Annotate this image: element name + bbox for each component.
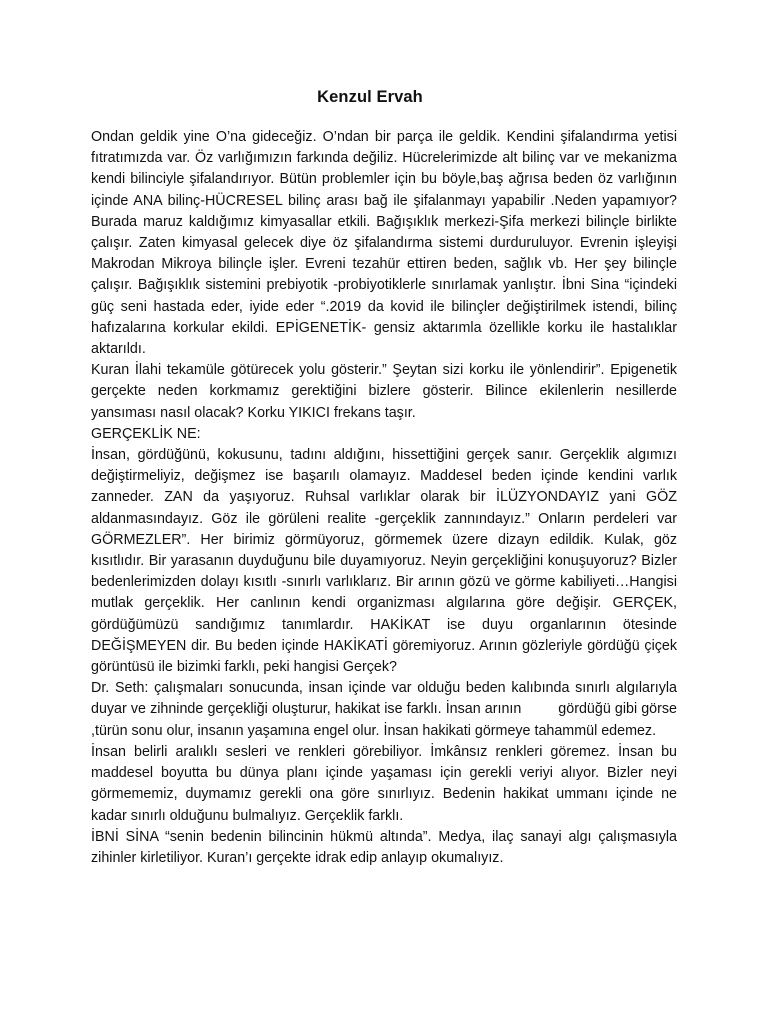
section-heading-gerceklik: GERÇEKLİK NE: [91,425,201,442]
paragraph-algi: İnsan belirli aralıklı sesleri ve renkleri görebiliyor. İmkânsız renkleri göremez. İnsan bu maddesel boyutta bu dünya planı içinde yaşaması için gerekli veriyi alıyor. Bizler neyi görmememiz, duymamız gerekli ona göre sınırlıyız. Bedenin hakikat ummanı içinde ne kadar sınırlı olduğunu bulmalıyız. Gerçeklik farklı. [91,743,677,824]
document-body [91,127,681,869]
paragraph-dr-seth: Dr. Seth: çalışmaları sonucunda, insan içinde var olduğu beden kalıbında sınırlı algılarıyla duyar ve zihninde gerçekliği oluşturur, hakikat ise farklı. İnsan arının gördüğü gibi görse ,türün sonu olur, insanın yaşamına engel olur. İnsan hakikati görmeye tahammül edemez. [91,680,681,739]
document-title: Kenzul Ervah [317,88,423,106]
paragraph-gerceklik: İnsan, gördüğünü, kokusunu, tadını aldığını, hissettiğini gerçek sanır. Gerçeklik algımızı değiştirmeliyiz, değişmez ise başarılı olamayız. Maddesel beden içinde kendini varlık zanneder. ZAN da yaşıyoruz. Ruhsal varlıklar olarak bir İLÜZYONDAYIZ yani GÖZ aldanmasındayız. Göz ile görüleni realite -gerçeklik zannındayız.” Onların perdeleri var GÖRMEZLER”. Her birimiz görmüyoruz, görmemek üzere dizayn edildik. Kulak, göz kısıtlıdır. Bir yarasanın duyduğunu bile duyamıyoruz. Neyin gerçekliğini konuşuyoruz? Bizler bedenlerimizden dolayı kısıtlı -sınırlı varlıklarız. Bir arının gözü ve görme kabiliyeti…Hangisi mutlak gerçeklik. Her canlının kendi organizması algılarına göre değişir. GERÇEK, gördüğümüzü sandığımız tanımlardır. HAKİKAT ise duyu organlarının ötesinde DEĞİŞMEYEN dir. Bu beden içinde HAKİKATİ göremiyoruz. Arının gözleriyle gördüğü çiçek görüntüsü ile bizimki farklı, peki hangisi Gerçek? [91,447,677,676]
paragraph-ibni-sina: İBNİ SİNA “senin bedenin bilincinin hükmü altında”. Medya, ilaç sanayi algı çalışmasıyla zihinler kirletiliyor. Kuran’ı gerçekte idrak edip anlayıp okumalıyız. [91,828,677,866]
paragraph-kuran: Kuran İlahi tekamüle götürecek yolu gösterir.” Şeytan sizi korku ile yönlendirir”. Epigenetik gerçekte neden korkmamız gerektiğini bizlere gösterir. Bilince ekilenlerin nesillerde yansıması nasıl olacak? Korku YIKICI frekans taşır. [91,362,677,421]
paragraph-intro: Ondan geldik yine O’na gideceğiz. O’ndan bir parça ile geldik. Kendini şifalandırma yetisi fıtratımızda var. Öz varlığımızın farkında değiliz. Hücrelerimizde alt bilinç var ve mekanizma kendi bilinciyle şifalandırıyor. Bütün problemler için bu böyle,baş ağrısa beden öz varlığının içinde ANA bilinç-HÜCRESEL bilinç arası bağ ile şifalanmayı yapabilir .Neden yapamıyor? Burada maruz kaldığımız kimyasallar etkili. Bağışıklık merkezi-Şifa merkezi bilinçle birlikte çalışır. Zaten kimyasal gelecek diye öz şifalandırma sistemi durduruluyor. Evrenin işleyişi Makrodan Mikroya bilinçle işler. Evreni tezahür ettiren beden, sağlık vb. Her şey bilinçle çalışır. Bağışıklık sistemini prebiyotik -probiyotiklerle sınırlamak yanlıştır. İbni Sina “içindeki güç seni hastada eder, iyide eder “.2019 da kovid ile bilinçler değiştirilmek istendi, bilinç hafızalarına korkular ekildi. EPİGENETİK- gensiz aktarımla özellikle korku ile hastalıklar aktarıldı. [91,129,677,358]
